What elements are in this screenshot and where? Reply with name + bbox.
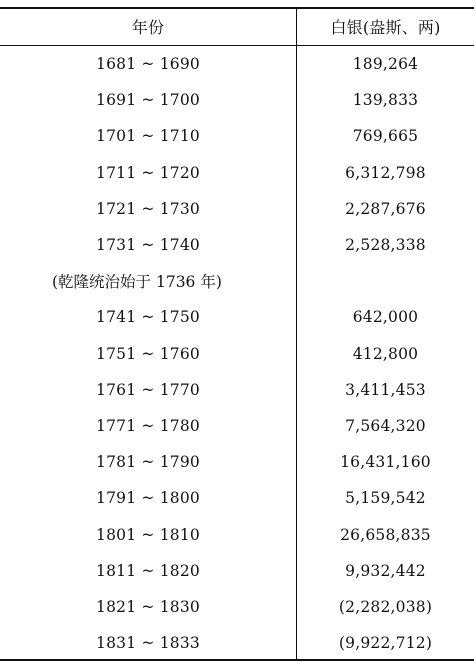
period-cell: 1821 ~ 1830 (96, 598, 200, 617)
period-cell: 1781 ~ 1790 (96, 453, 200, 472)
period-cell: 1731 ~ 1740 (96, 236, 200, 255)
silver-cell: 139,833 (352, 91, 419, 110)
silver-cell: 7,564,320 (345, 417, 426, 436)
silver-cell: 5,159,542 (345, 489, 426, 508)
period-cell: 1741 ~ 1750 (96, 308, 200, 327)
qianlong-reign-note: (乾隆统治始于 1736 年) (52, 273, 222, 292)
period-cell: 1761 ~ 1770 (96, 380, 200, 399)
silver-cell: 16,431,160 (340, 453, 431, 472)
silver-cell: 412,800 (352, 344, 419, 363)
silver-cell: 642,000 (352, 308, 419, 327)
silver-cell: 189,264 (352, 55, 419, 74)
table-header (0, 9, 474, 46)
silver-cell: (2,282,038) (338, 598, 433, 617)
period-cell: 1801 ~ 1810 (96, 525, 200, 544)
period-cell: 1791 ~ 1800 (96, 489, 200, 508)
period-cell: 1751 ~ 1760 (96, 344, 200, 363)
header-silver: 白银(盎斯、两) (330, 18, 441, 37)
period-cell: 1711 ~ 1720 (96, 163, 200, 182)
silver-cell: 3,411,453 (345, 380, 426, 399)
period-cell: 1771 ~ 1780 (96, 417, 200, 436)
period-cell: 1811 ~ 1820 (96, 561, 200, 580)
silver-cell: 2,287,676 (345, 199, 426, 218)
header-period: 年份 (131, 18, 165, 37)
period-cell: 1701 ~ 1710 (96, 127, 200, 146)
period-cell: 1681 ~ 1690 (96, 55, 200, 74)
silver-cell: 9,932,442 (345, 561, 426, 580)
period-cell: 1691 ~ 1700 (96, 91, 200, 110)
silver-import-table (0, 7, 474, 661)
silver-cell: (9,922,712) (338, 634, 433, 653)
silver-cell: 6,312,798 (345, 163, 426, 182)
silver-cell: 2,528,338 (345, 236, 426, 255)
period-cell: 1831 ~ 1833 (96, 634, 200, 653)
silver-cell: 769,665 (352, 127, 419, 146)
silver-cell: 26,658,835 (340, 525, 431, 544)
period-cell: 1721 ~ 1730 (96, 199, 200, 218)
